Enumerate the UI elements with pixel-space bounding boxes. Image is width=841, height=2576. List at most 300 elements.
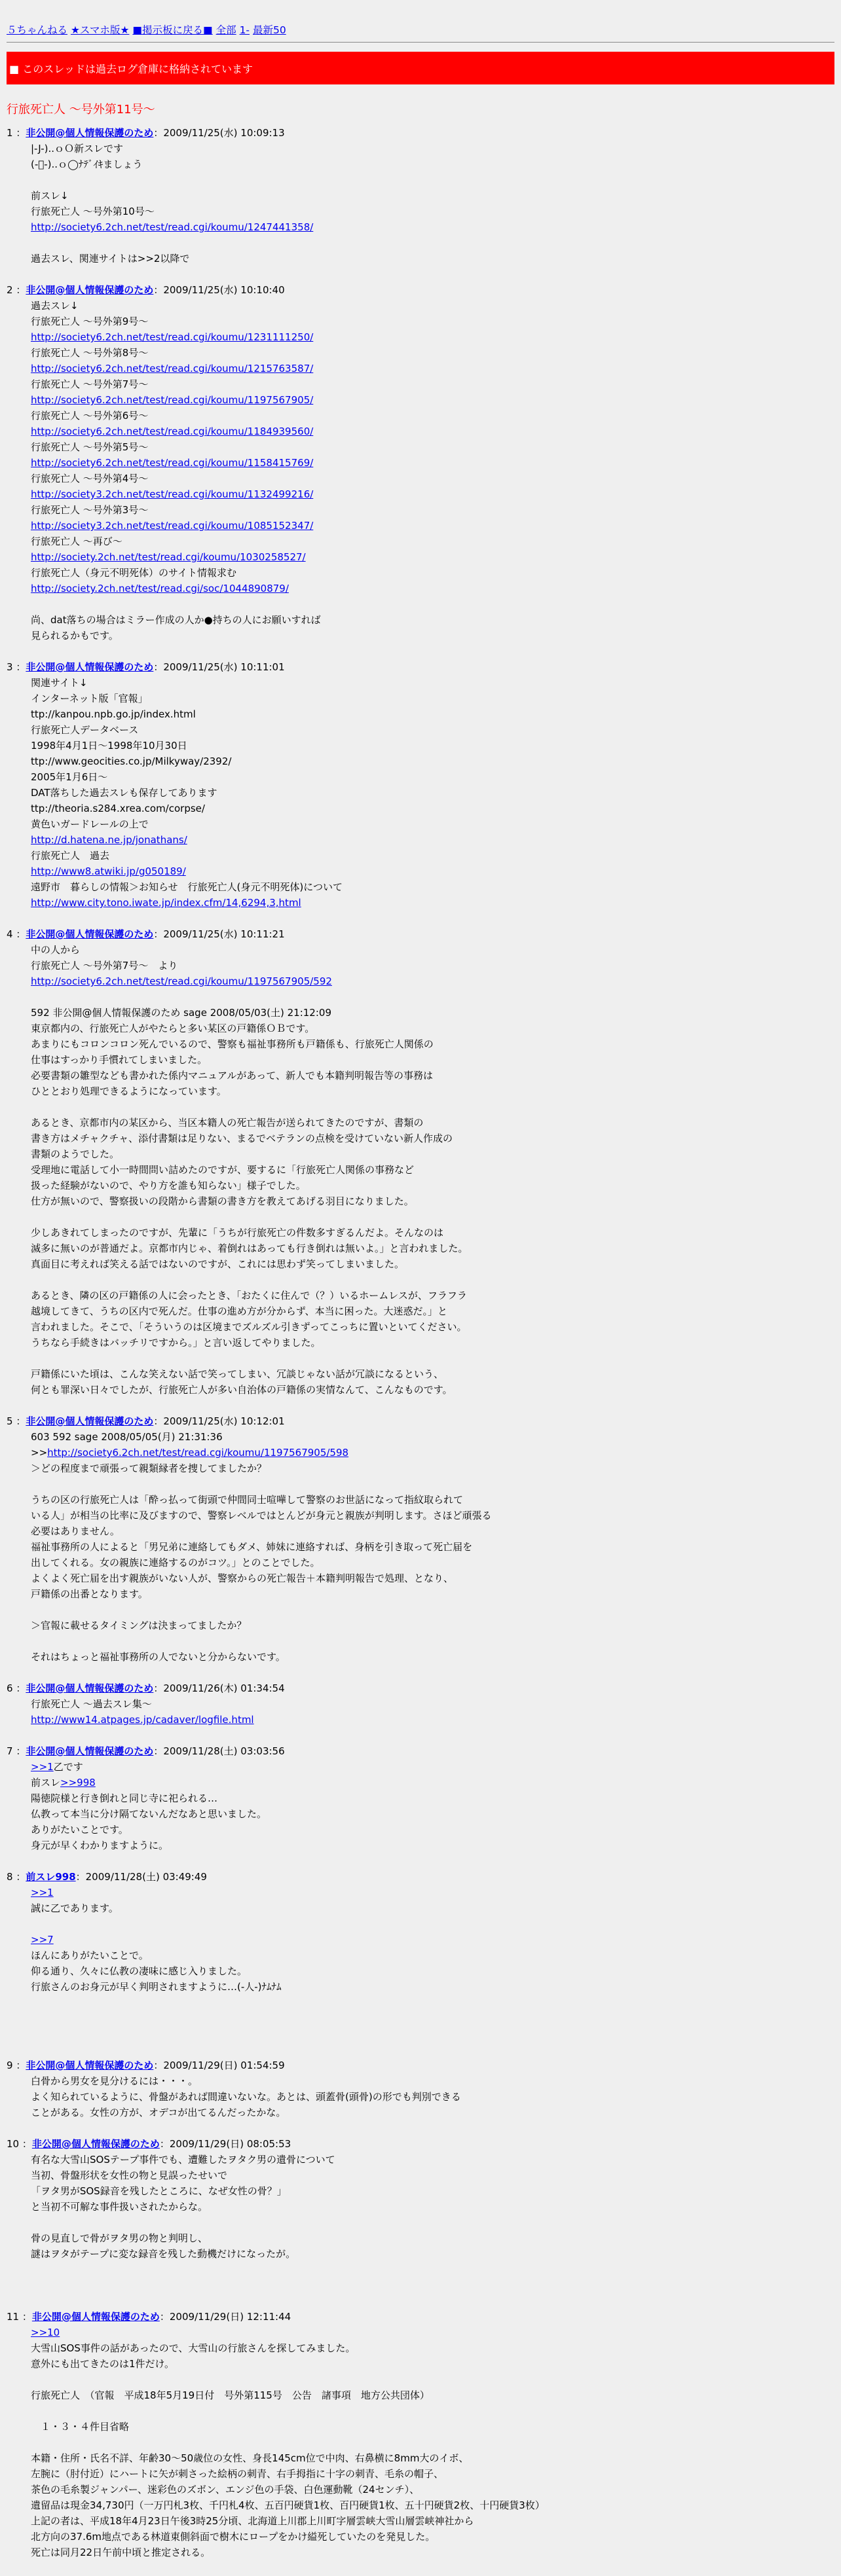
post-line (31, 376, 834, 392)
post-text: 意外にも出てきたのは1件だけ。 (31, 2358, 174, 2370)
post-number: 10 (7, 2138, 20, 2150)
post-header: 5 ：非公開@個人情報保護のため：2009/11/25(水) 10:12:01 (7, 1415, 285, 1427)
post-number: 9 (7, 2059, 13, 2071)
post-spacer (7, 1728, 834, 1743)
post-text: 行旅死亡人 〜号外第8号〜 (31, 347, 149, 359)
post-text: 行旅死亡人データベース (31, 724, 139, 736)
post-link[interactable]: http://www8.atwiki.jp/g050189/ (31, 865, 186, 877)
post-text: 行旅死亡人 〜号外第3号〜 (31, 504, 149, 516)
post-link[interactable]: http://www14.atpages.jp/cadaver/logfile.html (31, 1714, 254, 1726)
post-text: 遺留品は現金34,730円（一万円札3枚、千円札4枚、五百円硬貨1枚、百円硬貨1枚、五十円硬貨2枚、十円硬貨3枚） (31, 2499, 545, 2511)
post-text: 仏教って本当に分け隔てないんだなあと思いました。 (31, 1808, 267, 1820)
post-spacer (7, 2293, 834, 2309)
post-text: 白骨から男女を見分けるには・・・。 (31, 2075, 198, 2087)
post-line (31, 2340, 834, 2356)
post-text: と当初不可解な事件扱いされたからな。 (31, 2201, 208, 2213)
post-line (31, 172, 834, 188)
post-date: ：2009/11/26(木) 01:34:54 (153, 1682, 285, 1694)
post-line (31, 2497, 834, 2513)
post-line (31, 392, 834, 408)
divider (7, 42, 834, 43)
post-date: ：2009/11/25(水) 10:11:21 (153, 928, 285, 940)
post-text: (-ﾞ-)..ｏ◯ﾅﾃﾞｲｷましょう (31, 158, 143, 170)
post-line (31, 1602, 834, 1618)
post-line (31, 2230, 834, 2246)
post-link[interactable]: http://www.city.tono.iwate.jp/index.cfm/14,6294,3,html (31, 897, 301, 909)
post-link[interactable]: http://society.2ch.net/test/read.cgi/koumu/1030258527/ (31, 551, 306, 563)
post-text: 陽徳院様と行き倒れと同じ寺に祀られる… (31, 1792, 218, 1804)
post-line (31, 863, 834, 879)
post-link[interactable]: >>1 (31, 1761, 54, 1773)
post-line (31, 1036, 834, 1052)
post-text: 大雪山SOS事件の話があったので、大雪山の行旅さんを探してみました。 (31, 2342, 356, 2354)
post-body (31, 2073, 834, 2120)
top-navigation (0, 0, 841, 37)
post-text: 必要はありません。 (31, 1525, 120, 1537)
post-line (31, 1822, 834, 1838)
post-line (31, 219, 834, 235)
post-text: 過去スレ、関連サイトは>>2以降で (31, 253, 190, 264)
post (0, 1743, 841, 1869)
thread-title: 行旅死亡人 〜号外第11号〜 (7, 103, 155, 117)
post-line (31, 1099, 834, 1115)
post-line (31, 1256, 834, 1272)
post-text: 身元が早くわかりますように。 (31, 1840, 169, 1851)
post (0, 125, 841, 282)
post-text: 行旅さんのお身元が早く判明されますように…(-人-)ﾅﾑﾅﾑ (31, 1981, 282, 1993)
post-line (31, 1193, 834, 1209)
post-line (31, 2152, 834, 2168)
post-line (31, 2325, 834, 2340)
post-text: 仰る通り、久々に仏教の凄味に感じ入りました。 (31, 1965, 248, 1977)
post-line (31, 1995, 834, 2010)
post-line (31, 1570, 834, 1586)
post-line (31, 1916, 834, 1932)
post-line (31, 408, 834, 424)
post-text: ＞どの程度まで頑張って親類縁者を捜してましたか？ (31, 1462, 267, 1474)
post-line (31, 1790, 834, 1806)
post-line (31, 1131, 834, 1146)
post-line (31, 1633, 834, 1649)
post-text: 茶色の毛糸製ジャンパー、迷彩色のズボン、エンジ色の手袋、白色運動靴（24センチ）、 (31, 2484, 420, 2495)
post-text: 滅多に無いのが普通だよ。京都市内じゃ、着倒れはあっても行き倒れは無いよ。」と言われました。 (31, 1243, 468, 1254)
post-number: 2 (7, 284, 13, 296)
post-line (31, 188, 834, 204)
post-text: >> (31, 1447, 48, 1459)
post-link[interactable]: http://society6.2ch.net/test/read.cgi/koumu/1197567905/592 (31, 975, 332, 987)
poster-name-link[interactable]: 非公開@個人情報保護のため (26, 661, 154, 673)
poster-name-link[interactable]: 非公開@個人情報保護のため (26, 127, 154, 139)
post-text: 何とも罪深い日々でしたが、行旅死亡人が多い自治体の戸籍係の実情なんて、こんなものです。 (31, 1384, 453, 1396)
post (0, 659, 841, 926)
post-line (31, 989, 834, 1005)
post-line (31, 345, 834, 361)
post-link[interactable]: http://society6.2ch.net/test/read.cgi/koumu/1197567905/ (31, 394, 314, 406)
post-line (31, 235, 834, 251)
post-body (31, 1429, 834, 1665)
post-header: 11 ：非公開@個人情報保護のため：2009/11/29(日) 12:11:44 (7, 2311, 291, 2323)
post-text: 行旅死亡人 過去 (31, 850, 110, 862)
post-line (31, 1146, 834, 1162)
post-line (31, 251, 834, 266)
post-line (31, 2372, 834, 2387)
post-line (31, 2183, 834, 2199)
poster-name-link[interactable]: 前スレ998 (26, 1871, 76, 1883)
post-line (31, 502, 834, 518)
post-line (31, 1932, 834, 1948)
post-text: 行旅死亡人 〜号外第4号〜 (31, 473, 149, 484)
post-link[interactable]: http://society6.2ch.net/test/read.cgi/koumu/1184939560/ (31, 426, 314, 437)
post-header: 10 ：非公開@個人情報保護のため：2009/11/29(日) 08:05:53 (7, 2138, 291, 2150)
post-line (31, 1460, 834, 1476)
post-link[interactable]: >>7 (31, 1934, 54, 1946)
post-line (31, 1555, 834, 1570)
post-line (31, 942, 834, 958)
post-line (31, 534, 834, 549)
post-line (31, 2215, 834, 2230)
post-list (0, 125, 841, 2576)
post-line (31, 204, 834, 219)
post-line (31, 832, 834, 848)
post-text: 戸籍係にいた頃は、こんな笑えない話で笑ってしまい、冗談じゃない話が冗談になるという、 (31, 1368, 444, 1380)
back-to-board-link[interactable]: ■掲示板に戻る■ (132, 24, 213, 36)
post-number: 1 (7, 127, 13, 139)
post-text: １・３・４件目省略 (31, 2421, 130, 2433)
post-line (31, 1429, 834, 1445)
post-text: インターネット版「官報」 (31, 693, 148, 704)
post-number: 5 (7, 1415, 13, 1427)
post-text: いる人」が相当の比率に及びますので、警察レベルではとんどが身元と親族が判明します。さほど頑張る (31, 1510, 492, 1521)
post-text: 関連サイト↓ (31, 677, 88, 689)
post-line (31, 1351, 834, 1366)
post-number: 7 (7, 1745, 13, 1757)
post-text: 尚、dat落ちの場合はミラー作成の人か●持ちの人にお願いすれば (31, 614, 321, 626)
poster-name-link[interactable]: 非公開@個人情報保護のため (31, 2311, 160, 2323)
post-header: 9 ：非公開@個人情報保護のため：2009/11/29(日) 01:54:59 (7, 2059, 285, 2071)
post-line (31, 2073, 834, 2089)
post (0, 1869, 841, 2058)
post-line (31, 2356, 834, 2372)
post (0, 282, 841, 659)
post-line (31, 518, 834, 534)
post-text: うちなら手続きはバッチリですから。」と言い返してやりました。 (31, 1337, 321, 1349)
post-text: あまりにもコロンコロン死んでいるので、警察も福祉事務所も戸籍係も、行旅死亡人関係の (31, 1038, 434, 1050)
post-text: 死亡は同月22日午前中頃と推定される。 (31, 2547, 211, 2558)
post-line (31, 1303, 834, 1319)
post-line (31, 738, 834, 753)
poster-name-link[interactable]: 非公開@個人情報保護のため (26, 1682, 154, 1694)
post-text: 行旅死亡人 〜号外第10号〜 (31, 206, 155, 217)
post-line (31, 2026, 834, 2042)
post-line (31, 2419, 834, 2435)
post-text: 行旅死亡人 〜過去スレ集〜 (31, 1698, 152, 1710)
post-text: 行旅死亡人 〜号外第7号〜 (31, 378, 149, 390)
post-line (31, 628, 834, 644)
post-number: 3 (7, 661, 13, 673)
post-line (31, 455, 834, 471)
post-text: 592 非公開@個人情報保護のため sage 2008/05/03(土) 21:12:09 (31, 1007, 331, 1019)
post-link[interactable]: http://society6.2ch.net/test/read.cgi/koumu/1197567905/598 (47, 1447, 349, 1459)
post-text: それはちょっと福祉事務所の人でないと分からないです。 (31, 1651, 286, 1663)
post-line (31, 1963, 834, 1979)
post-text: 書類のようでした。 (31, 1148, 120, 1160)
site-link[interactable]: ５ちゃんねる (7, 24, 68, 36)
post-text: 書き方はメチャクチャ、添付書類は足りない、まるでベテランの点検を受けていない新人作成の (31, 1133, 453, 1144)
post-line (31, 1366, 834, 1382)
post-spacer (7, 2120, 834, 2136)
post-line (31, 1900, 834, 1916)
post-line (31, 2482, 834, 2497)
post-line (31, 424, 834, 439)
post-line (31, 958, 834, 973)
post-line (31, 2199, 834, 2215)
post-line (31, 1178, 834, 1193)
post-text: 1998年4月1日〜1998年10月30日 (31, 740, 187, 752)
post-body (31, 942, 834, 1398)
post-line (31, 848, 834, 863)
post-line (31, 1005, 834, 1021)
post-line (31, 691, 834, 706)
mobile-link[interactable]: ★スマホ版★ (70, 24, 130, 36)
post-text: ひととおり処理できるようになっています。 (31, 1085, 227, 1097)
post-line (31, 2466, 834, 2482)
post-line (31, 1523, 834, 1539)
post-line (31, 1712, 834, 1728)
post-body (31, 298, 834, 644)
post-text: 行旅死亡人 〜号外第6号〜 (31, 410, 149, 422)
post-text: ほんにありがたいことで。 (31, 1950, 149, 1961)
post-line (31, 2387, 834, 2403)
post-line (31, 706, 834, 722)
poster-name-link[interactable]: 非公開@個人情報保護のため (26, 928, 154, 940)
post-text: 受理地に電話して小一時間問い詰めたのですが、要するに「行旅死亡人関係の事務など (31, 1164, 415, 1176)
post-line (31, 1052, 834, 1068)
post-text: 有名な大雪山SOSテープ事件でも、遭難したヲタク男の遺骨について (31, 2154, 335, 2166)
post-body (31, 2325, 834, 2560)
post-line (31, 581, 834, 596)
post-text: 扱った経験がないので、やり方を誰も知らない」様子でした。 (31, 1180, 306, 1191)
post-text: 乙です (53, 1761, 83, 1773)
post-text: 黄色いガードレールの上で (31, 818, 149, 830)
poster-name-link[interactable]: 非公開@個人情報保護のため (31, 2138, 160, 2150)
post-text: ことがある。女性の方が、オデコが出てるんだったかな。 (31, 2107, 286, 2118)
post-line (31, 1476, 834, 1492)
post-text: 行旅死亡人 〜号外第7号〜 より (31, 960, 178, 971)
post-line (31, 675, 834, 691)
post-line (31, 471, 834, 486)
post-text: 「ヲタ男がSOS録音を残したところに、なぜ女性の骨？」 (31, 2185, 287, 2197)
post-text: DAT落ちした過去スレも保存してあります (31, 787, 217, 799)
post-line (31, 753, 834, 769)
post-line (31, 361, 834, 376)
post-text: ttp://kanpou.npb.go.jp/index.html (31, 708, 196, 720)
post-line (31, 785, 834, 801)
post-text: |-J-)..ｏＯ新スレです (31, 143, 123, 154)
post-text: 行旅死亡人 （官報 平成18年5月19日付 号外第115号 公告 諸事項 地方公共団体） (31, 2389, 430, 2401)
post-line (31, 1115, 834, 1131)
post-line (31, 2262, 834, 2277)
post-text: 真面目に考えれば笑える話ではないのですが、これには思わず笑ってしまいました。 (31, 1258, 405, 1270)
post-line (31, 2105, 834, 2120)
post-date: ：2009/11/29(日) 12:11:44 (159, 2311, 291, 2323)
post-date: ：2009/11/25(水) 10:11:01 (153, 661, 285, 673)
post-header: 7 ：非公開@個人情報保護のため：2009/11/28(土) 03:03:56 (7, 1745, 285, 1757)
post-line (31, 2246, 834, 2262)
post-body (31, 1759, 834, 1853)
poster-name-link[interactable]: 非公開@個人情報保護のため (26, 1415, 154, 1427)
all-posts-link[interactable]: 全部 (215, 24, 236, 36)
post-line (31, 1775, 834, 1790)
post-body (31, 1885, 834, 2042)
post-spacer (7, 911, 834, 926)
post-line (31, 1649, 834, 1665)
post-spacer (7, 1665, 834, 1680)
post-line (31, 486, 834, 502)
post-date: ：2009/11/25(水) 10:09:13 (153, 127, 285, 139)
post-body (31, 141, 834, 266)
post-line (31, 1209, 834, 1225)
post-line (31, 1445, 834, 1460)
poster-name-link[interactable]: 非公開@個人情報保護のため (26, 1745, 154, 1757)
post (0, 2309, 841, 2576)
latest50-link[interactable]: 最新50 (252, 24, 286, 36)
post-line (31, 1319, 834, 1335)
post-text: 北方向の37.6m地点である林道東側斜面で樹木にロープをかけ縊死していたのを発見した。 (31, 2531, 436, 2543)
post-line (31, 1948, 834, 1963)
post-text: 東京都内の、行旅死亡人がやたらと多い某区の戸籍係ＯＢです。 (31, 1023, 315, 1034)
post-line (31, 2010, 834, 2026)
post-text: 行旅死亡人 〜再び〜 (31, 535, 122, 547)
post-text: 603 592 sage 2008/05/05(月) 21:31:36 (31, 1431, 223, 1443)
post-link[interactable]: http://society6.2ch.net/test/read.cgi/koumu/1158415769/ (31, 457, 314, 469)
post-line (31, 1759, 834, 1775)
post-line (31, 549, 834, 565)
post-line (31, 769, 834, 785)
post-line (31, 1508, 834, 1523)
post (0, 1680, 841, 1743)
post-line (31, 2403, 834, 2419)
post-header: 2 ：非公開@個人情報保護のため：2009/11/25(水) 10:10:40 (7, 284, 285, 296)
post-link[interactable]: http://d.hatena.ne.jp/jonathans/ (31, 834, 187, 846)
post-spacer (7, 1853, 834, 1869)
post-line (31, 612, 834, 628)
post-line (31, 596, 834, 612)
post-number: 8 (7, 1871, 13, 1883)
post-number: 4 (7, 928, 13, 940)
post-date: ：2009/11/25(水) 10:10:40 (153, 284, 285, 296)
post-line (31, 1696, 834, 1712)
post-link[interactable]: >>10 (31, 2327, 60, 2338)
post-text: 本籍・住所・氏名不詳、年齢30〜50歳位の女性、身長145cm位で中肉、右鼻横に8mm大のイボ、 (31, 2452, 469, 2464)
post-text: うちの区の行旅死亡人は「酔っ払って街頭で仲間同士喧嘩して警察のお世話になって指紋取られて (31, 1494, 464, 1506)
post-line (31, 816, 834, 832)
post-line (31, 2529, 834, 2545)
poster-name-link[interactable]: 非公開@個人情報保護のため (26, 284, 154, 296)
post-text: 出してくれる。女の親族に連絡するのがコツ。」とのことでした。 (31, 1557, 320, 1569)
post-date: ：2009/11/25(水) 10:12:01 (153, 1415, 285, 1427)
post-header: 3 ：非公開@個人情報保護のため：2009/11/25(水) 10:11:01 (7, 661, 285, 673)
poster-name-link[interactable]: 非公開@個人情報保護のため (26, 2059, 154, 2071)
post-body (31, 1696, 834, 1728)
post-line (31, 2513, 834, 2529)
post-link[interactable]: http://society3.2ch.net/test/read.cgi/koumu/1132499216/ (31, 488, 314, 500)
post-text: ＞官報に載せるタイミングは決まってましたか？ (31, 1620, 247, 1631)
post-line (31, 1225, 834, 1241)
post (0, 1413, 841, 1680)
post-text: 行旅死亡人 〜号外第5号〜 (31, 441, 149, 453)
post-link[interactable]: http://society3.2ch.net/test/read.cgi/koumu/1085152347/ (31, 520, 314, 532)
post-text: 前スレ↓ (31, 190, 69, 202)
post-line (31, 1979, 834, 1995)
post-text: 左腕に（肘付近）にハートに矢が刺さった絵柄の刺青、右手拇指に十字の刺青、毛糸の帽子、 (31, 2468, 444, 2480)
post-spacer (7, 2042, 834, 2058)
post-text: 中の人から (31, 944, 81, 956)
post (0, 2058, 841, 2136)
post-line (31, 329, 834, 345)
post (0, 926, 841, 1413)
post-text: 行旅死亡人（身元不明死体）のサイト情報求む (31, 567, 236, 579)
post-line (31, 1492, 834, 1508)
post-link[interactable]: >>998 (60, 1777, 96, 1788)
post-line (31, 973, 834, 989)
post-date: ：2009/11/28(土) 03:49:49 (75, 1871, 207, 1883)
post-line (31, 879, 834, 895)
post-spacer (7, 644, 834, 659)
post-text: 見られるかもです。 (31, 630, 119, 642)
post-spacer (7, 1398, 834, 1413)
post-header: 6 ：非公開@個人情報保護のため：2009/11/26(木) 01:34:54 (7, 1682, 285, 1694)
post-line (31, 1618, 834, 1633)
post-text: 仕方が無いので、警察扱いの段階から書類の書き方を教えてあげる羽目になりました。 (31, 1195, 414, 1207)
post-text: 上記の者は、平成18年4月23日午後3時25分頃、北海道上川郡上川町字層雲峡大雪山層雲峡神社から (31, 2515, 474, 2527)
post-line (31, 1335, 834, 1351)
post-date: ：2009/11/29(日) 08:05:53 (159, 2138, 291, 2150)
post-text: あるとき、隣の区の戸籍係の人に会ったとき、「おたくに住んで（？）いるホームレスが、フラフラ (31, 1290, 467, 1301)
post-line (31, 1068, 834, 1083)
post-line (31, 1838, 834, 1853)
range-link[interactable]: 1- (239, 24, 250, 36)
archived-notice: ■ このスレッドは過去ログ倉庫に格納されています (7, 52, 834, 84)
post-text: 仕事はすっかり手慣れてしまいました。 (31, 1054, 208, 1066)
post-link[interactable]: http://society6.2ch.net/test/read.cgi/koumu/1247441358/ (31, 221, 314, 233)
post-line (31, 141, 834, 156)
post-text: 当初、骨盤形状を女性の物と見誤ったせいで (31, 2169, 228, 2181)
post-line (31, 298, 834, 314)
post-line (31, 2450, 834, 2466)
post-line (31, 1539, 834, 1555)
post-text: 誠に乙であります。 (31, 1902, 119, 1914)
post-link[interactable]: http://society6.2ch.net/test/read.cgi/koumu/1215763587/ (31, 363, 314, 374)
post-line (31, 1241, 834, 1256)
post-header: 4 ：非公開@個人情報保護のため：2009/11/25(水) 10:11:21 (7, 928, 285, 940)
post-text: 行旅死亡人 〜号外第9号〜 (31, 316, 149, 327)
post-spacer (7, 2560, 834, 2576)
post-text: 2005年1月6日〜 (31, 771, 108, 783)
post-text: 謎はヲタがテープに変な録音を残した動機だけになったが。 (31, 2248, 296, 2260)
post-line (31, 2168, 834, 2183)
post-text: 遠野市 暮らしの情報＞お知らせ 行旅死亡人(身元不明死体)について (31, 881, 343, 893)
post-text: あるとき、京都市内の某区から、当区本籍人の死亡報告が送られてきたのですが、書類の (31, 1117, 424, 1129)
post-link[interactable]: http://society.2ch.net/test/read.cgi/soc/1044890879/ (31, 583, 289, 594)
post (0, 2136, 841, 2309)
post-date: ：2009/11/29(日) 01:54:59 (153, 2059, 285, 2071)
post-line (31, 2435, 834, 2450)
post-number: 6 (7, 1682, 13, 1694)
post-link[interactable]: http://society6.2ch.net/test/read.cgi/koumu/1231111250/ (31, 331, 314, 343)
post-line (31, 565, 834, 581)
post-link[interactable]: >>1 (31, 1887, 54, 1898)
post-text: 越境してきて、うちの区内で死んだ。仕事の進め方が分からず、本当に困った。大迷惑だ。」と (31, 1305, 448, 1317)
